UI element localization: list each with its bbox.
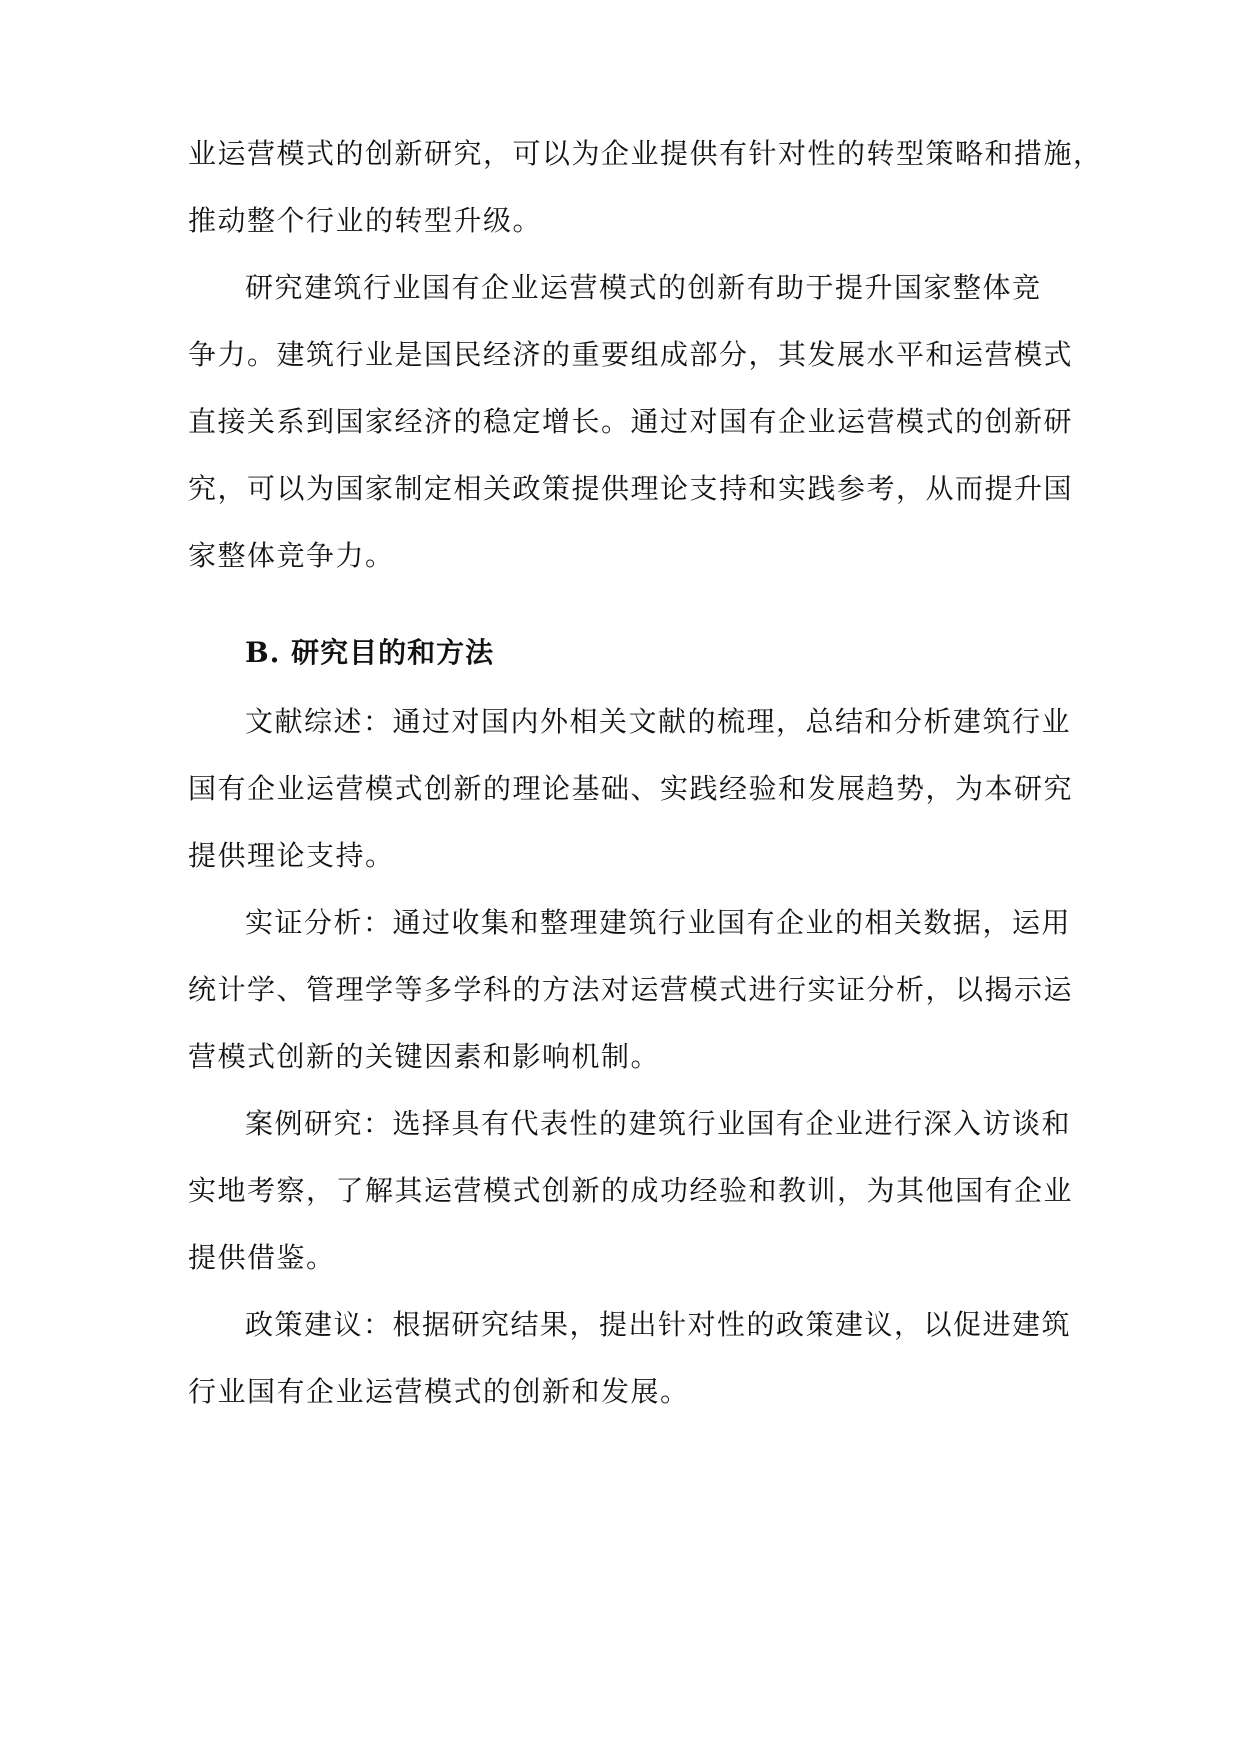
paragraph-line: 案例研究：选择具有代表性的建筑行业国有企业进行深入访谈和	[245, 1107, 1072, 1140]
paragraph-line: 行业国有企业运营模式的创新和发展。	[188, 1375, 690, 1408]
paragraph-line: 推动整个行业的转型升级。	[188, 204, 543, 237]
paragraph-line: 实证分析：通过收集和整理建筑行业国有企业的相关数据，运用	[245, 906, 1072, 939]
paragraph-line: 营模式创新的关键因素和影响机制。	[188, 1040, 661, 1073]
paragraph-line: 提供理论支持。	[188, 839, 395, 872]
paragraph-line: 文献综述：通过对国内外相关文献的梳理，总结和分析建筑行业	[245, 705, 1072, 738]
section-heading: B. 研究目的和方法	[245, 636, 495, 669]
paragraph-line: 提供借鉴。	[188, 1241, 336, 1274]
paragraph-line: 争力。建筑行业是国民经济的重要组成部分，其发展水平和运营模式	[188, 338, 1074, 371]
paragraph-line: 研究建筑行业国有企业运营模式的创新有助于提升国家整体竞	[245, 271, 1042, 304]
paragraph-line: 业运营模式的创新研究，可以为企业提供有针对性的转型策略和措施，	[188, 137, 1103, 170]
paragraph-line: 直接关系到国家经济的稳定增长。通过对国有企业运营模式的创新研	[188, 405, 1074, 438]
paragraph-line: 统计学、管理学等多学科的方法对运营模式进行实证分析，以揭示运	[188, 973, 1074, 1006]
paragraph-line: 家整体竞争力。	[188, 539, 395, 572]
paragraph-line: 究，可以为国家制定相关政策提供理论支持和实践参考，从而提升国	[188, 472, 1074, 505]
paragraph-line: 国有企业运营模式创新的理论基础、实践经验和发展趋势，为本研究	[188, 772, 1074, 805]
paragraph-line: 实地考察，了解其运营模式创新的成功经验和教训，为其他国有企业	[188, 1174, 1074, 1207]
paragraph-line: 政策建议：根据研究结果，提出针对性的政策建议，以促进建筑	[245, 1308, 1072, 1341]
